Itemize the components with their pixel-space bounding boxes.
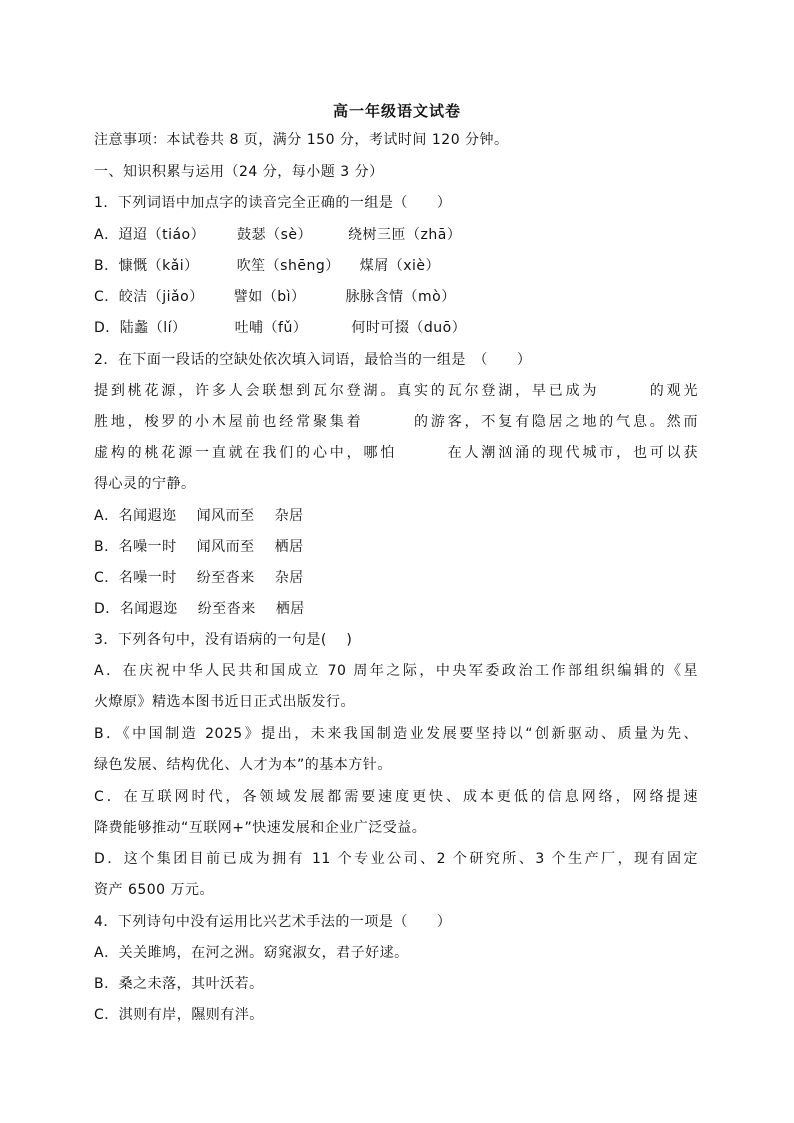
option-item: 栖居 — [274, 539, 304, 555]
q3-option-b — [94, 724, 698, 744]
notice: 注意事项：本试卷共 8 页，满分 150 分，考试时间 120 分钟。 — [94, 132, 509, 148]
option-item: 名噪一时 — [118, 539, 177, 555]
option-item: 鼓瑟（sè） — [237, 227, 313, 243]
q2-passage-line: 得心灵的宁静。 — [94, 476, 196, 492]
option-item: 皎洁（jiǎo） — [118, 289, 204, 305]
option-label: C． — [94, 570, 119, 586]
q2-passage-line: 胜地，梭罗的小木屋前也经常聚集着 的游客，不复有隐居之地的气息。然而 — [94, 414, 698, 430]
q4-option-a — [94, 943, 409, 963]
q1-option-b — [94, 256, 440, 276]
option-item: 杂居 — [274, 570, 304, 586]
q2-option-b — [94, 537, 304, 557]
option-item: 纷至沓来 — [197, 601, 256, 617]
q3-option-c — [94, 787, 698, 807]
q4-option-c — [94, 1005, 264, 1025]
option-label: D． — [94, 320, 120, 336]
option-label: B． — [94, 976, 119, 992]
q3-option-b-cont: 绿色发展、结构优化、人才为本”的基本方针。 — [94, 757, 392, 773]
option-text: 淇则有岸，隰则有泮。 — [118, 1007, 264, 1023]
option-item: 栖居 — [275, 601, 305, 617]
option-text: 关关雎鸠，在河之洲。窈窕淑女，君子好逑。 — [118, 945, 409, 961]
option-label: C． — [94, 289, 119, 305]
option-item: 闻风而至 — [196, 508, 255, 524]
q2-option-c — [94, 568, 304, 588]
option-item: 闻风而至 — [196, 539, 255, 555]
option-item: 譬如（bì） — [233, 289, 306, 305]
option-text: 桑之未落，其叶沃若。 — [118, 976, 264, 992]
option-item: 名闻遐迩 — [118, 508, 177, 524]
option-label: C． — [94, 789, 124, 805]
q3-option-d-cont: 资产 6500 万元。 — [94, 882, 215, 898]
option-text: 《中国制造 2025》提出，未来我国制造业发展要坚持以“创新驱动、质量为先、 — [122, 726, 698, 742]
option-label: B． — [94, 258, 119, 274]
q2-option-a — [94, 506, 304, 526]
option-label: A． — [94, 663, 123, 679]
option-item: 杂居 — [274, 508, 304, 524]
option-text: 这个集团目前已成为拥有 11 个专业公司、2 个研究所、3 个生产厂，现有固定 — [123, 851, 698, 867]
option-item: 何时可掇（duō） — [351, 320, 467, 336]
q2-option-d — [94, 599, 305, 619]
q3-option-a — [94, 661, 698, 681]
question-3-stem: 3．下列各句中，没有语病的一句是( ) — [94, 632, 353, 648]
q2-passage-line: 提到桃花源，许多人会联想到瓦尔登湖。真实的瓦尔登湖，早已成为 的观光 — [94, 383, 698, 399]
option-label: B． — [94, 726, 123, 742]
option-text: 在庆祝中华人民共和国成立 70 周年之际，中央军委政治工作部组织编辑的《星 — [122, 663, 698, 679]
page-title: 高一年级语文试卷 — [332, 102, 461, 120]
option-label: D． — [94, 601, 120, 617]
q2-passage-line: 虚构的桃花源一直就在我们的心中，哪怕 在人潮汹涌的现代城市，也可以获 — [94, 445, 698, 461]
question-1-stem: 1．下列词语中加点字的读音完全正确的一组是（ ） — [94, 195, 452, 211]
option-label: B． — [94, 539, 119, 555]
option-item: 名闻遐迩 — [119, 601, 178, 617]
option-label: A． — [94, 227, 119, 243]
q3-option-a-cont: 火燎原》精选本图书近日正式出版发行。 — [94, 694, 355, 710]
option-item: 纷至沓来 — [196, 570, 255, 586]
option-text: 在互联网时代，各领域发展都需要速度更快、成本更低的信息网络，网络提速 — [123, 789, 698, 805]
option-item: 慷慨（kǎi） — [118, 258, 199, 274]
option-label: A． — [94, 945, 119, 961]
q4-option-b — [94, 974, 264, 994]
option-item: 陆蠡（lí） — [119, 320, 187, 336]
question-4-stem: 4．下列诗句中没有运用比兴艺术手法的一项是（ ） — [94, 914, 452, 930]
q1-option-d — [94, 318, 466, 338]
q3-option-d — [94, 849, 698, 869]
option-item: 名噪一时 — [118, 570, 177, 586]
option-item: 迢迢（tiáo） — [118, 227, 206, 243]
option-label: C． — [94, 1007, 119, 1023]
question-2-stem: 2．在下面一段话的空缺处依次填入词语，最恰当的一组是 （ ） — [94, 352, 532, 368]
option-item: 吹笙（shēng） — [236, 258, 340, 274]
section-heading: 一、知识积累与运用（24 分，每小题 3 分） — [94, 164, 384, 180]
option-item: 脉脉含情（mò） — [345, 289, 456, 305]
q1-option-a — [94, 225, 461, 245]
option-item: 绕树三匝（zhā） — [348, 227, 462, 243]
option-label: D． — [94, 851, 124, 867]
option-item: 吐哺（fǔ） — [234, 320, 308, 336]
q1-option-c — [94, 287, 456, 307]
option-item: 煤屑（xiè） — [359, 258, 441, 274]
option-label: A． — [94, 508, 119, 524]
q3-option-c-cont: 降费能够推动“互联网+”快速发展和企业广泛受益。 — [94, 820, 427, 836]
